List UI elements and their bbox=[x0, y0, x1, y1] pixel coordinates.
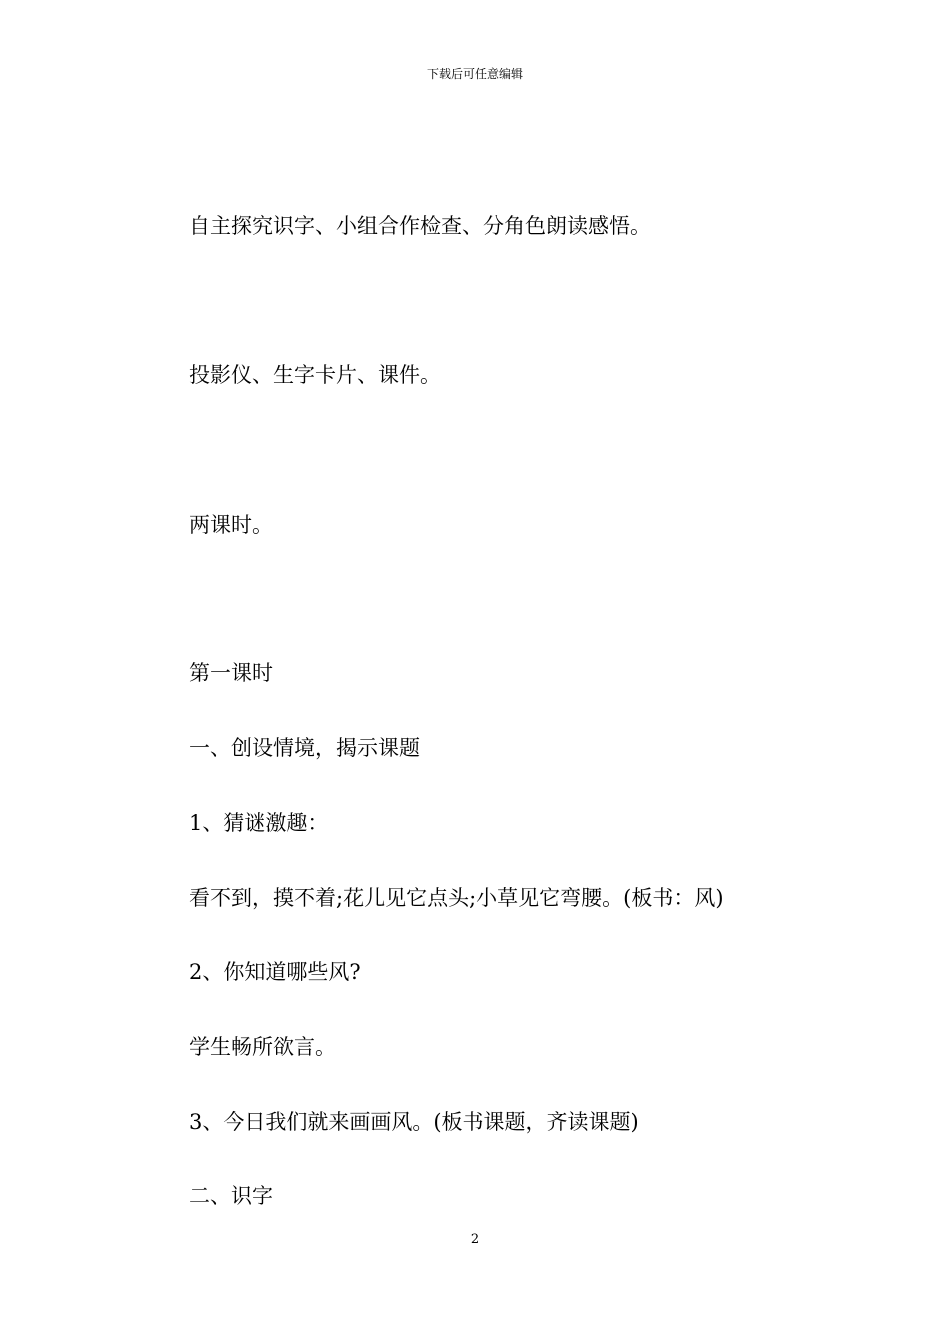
duration-line: 两课时。 bbox=[189, 513, 273, 537]
lesson-title: 第一课时 bbox=[189, 661, 273, 685]
step-3: 3、今日我们就来画画风。(板书课题，齐读课题) bbox=[189, 1110, 639, 1134]
section-heading-1: 一、创设情境，揭示课题 bbox=[189, 736, 420, 760]
riddle-line: 看不到，摸不着;花儿见它点头;小草见它弯腰。(板书：风) bbox=[189, 886, 724, 910]
section-heading-2: 二、识字 bbox=[189, 1184, 273, 1208]
page-header: 下载后可任意编辑 bbox=[426, 67, 523, 81]
materials-line: 投影仪、生字卡片、课件。 bbox=[189, 363, 441, 387]
method-line: 自主探究识字、小组合作检查、分角色朗读感悟。 bbox=[189, 214, 651, 238]
page-number: 2 bbox=[470, 1232, 480, 1247]
step-2: 2、你知道哪些风? bbox=[189, 960, 361, 984]
step-1: 1、猜谜激趣： bbox=[189, 811, 329, 835]
student-response-line: 学生畅所欲言。 bbox=[189, 1035, 336, 1059]
